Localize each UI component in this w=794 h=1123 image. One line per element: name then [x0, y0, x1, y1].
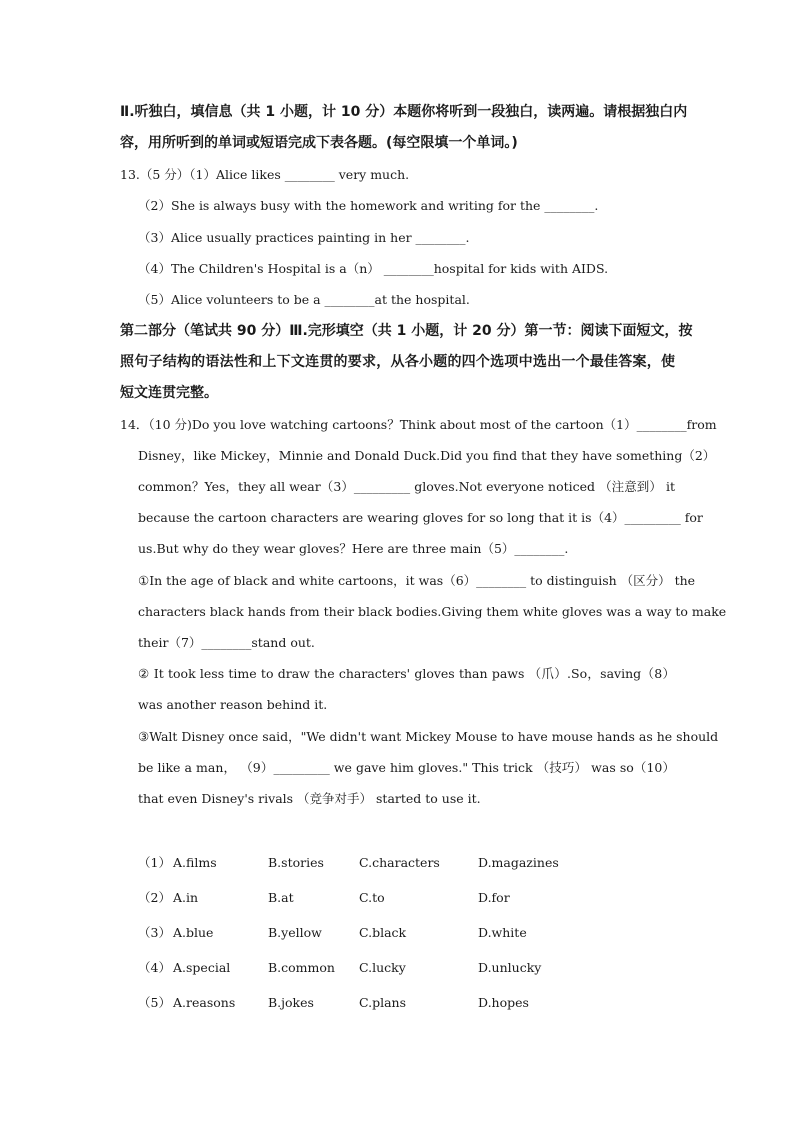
q14-line-11: ③Walt Disney once said，"We didn't want Mickey Mouse to have mouse hands as he should [138, 729, 719, 744]
option-b[interactable]: B.at [268, 890, 294, 905]
option-c[interactable]: C.black [359, 925, 407, 940]
q14-line-6: ①In the age of black and white cartoons，it was（6）________ to distinguish （区分） the [138, 573, 696, 588]
q14-line-8: their（7）________stand out. [138, 635, 315, 650]
option-d[interactable]: D.white [478, 925, 527, 940]
option-d[interactable]: D.magazines [478, 855, 559, 870]
option-b[interactable]: B.yellow [268, 925, 322, 940]
option-number: （2） [138, 890, 171, 905]
part2-heading-line1: 第二部分（笔试共 90 分）Ⅲ.完形填空（共 1 小题，计 20 分）第一节：阅读下面短文，按 [120, 323, 693, 339]
option-c[interactable]: C.to [359, 890, 385, 905]
q13-line-2: （2）She is always busy with the homework and writing for the ________. [138, 198, 599, 213]
option-b[interactable]: B.common [268, 960, 335, 975]
q14-line-10: was another reason behind it. [138, 697, 328, 712]
q14-line-9: ② It took less time to draw the characters' gloves than paws （爪）.So，saving（8） [138, 666, 675, 681]
q14-line-2: Disney，like Mickey，Minnie and Donald Duck.Did you find that they have something（2） [138, 448, 716, 463]
q14-line-1: 14．（10 分)Do you love watching cartoons？Think about most of the cartoon（1）________from [120, 417, 717, 432]
q14-line-5: us.But why do they wear gloves？Here are three main（5）________. [138, 541, 569, 556]
option-d[interactable]: D.for [478, 890, 510, 905]
section2-heading-line1: Ⅱ.听独白，填信息（共 1 小题，计 10 分）本题你将听到一段独白，读两遍。请根据独白内 [120, 104, 688, 120]
option-number: （3） [138, 925, 171, 940]
q13-line-3: （3）Alice usually practices painting in her ________. [138, 230, 470, 245]
option-number: （1） [138, 855, 171, 870]
option-a[interactable]: A.films [173, 855, 217, 870]
option-b[interactable]: B.stories [268, 855, 324, 870]
option-d[interactable]: D.hopes [478, 995, 529, 1010]
option-a[interactable]: A.in [173, 890, 199, 905]
q13-line-5: （5）Alice volunteers to be a ________at the hospital. [138, 292, 470, 307]
option-number: （4） [138, 960, 171, 975]
q14-line-12: be like a man， （9）_________ we gave him gloves." This trick （技巧） was so（10） [138, 760, 675, 775]
option-a[interactable]: A.special [173, 960, 231, 975]
option-number: （5） [138, 995, 171, 1010]
option-b[interactable]: B.jokes [268, 995, 314, 1010]
part2-heading-line3: 短文连贯完整。 [120, 385, 218, 401]
option-c[interactable]: C.lucky [359, 960, 406, 975]
q14-line-3: common？Yes，they all wear（3）_________ gloves.Not everyone noticed （注意到） it [138, 479, 675, 494]
option-c[interactable]: C.plans [359, 995, 407, 1010]
q13-line-4: （4）The Children's Hospital is a（n） ________hospital for kids with AIDS. [138, 261, 609, 276]
part2-heading-line2: 照句子结构的语法性和上下文连贯的要求，从各小题的四个选项中选出一个最佳答案，使 [120, 354, 675, 370]
option-d[interactable]: D.unlucky [478, 960, 542, 975]
option-c[interactable]: C.characters [359, 855, 440, 870]
option-a[interactable]: A.reasons [173, 995, 236, 1010]
option-a[interactable]: A.blue [173, 925, 214, 940]
section2-heading-line2: 容，用所听到的单词或短语完成下表各题。(每空限填一个单词。) [120, 135, 518, 151]
q14-line-13: that even Disney's rivals （竞争对手） started to use it. [138, 791, 481, 806]
q14-line-7: characters black hands from their black bodies.Giving them white gloves was a way to make [138, 604, 727, 619]
q14-line-4: because the cartoon characters are wearing gloves for so long that it is（4）_________ for [138, 510, 703, 525]
q13-line-1: 13.（5 分）（1）Alice likes ________ very much. [120, 167, 410, 182]
